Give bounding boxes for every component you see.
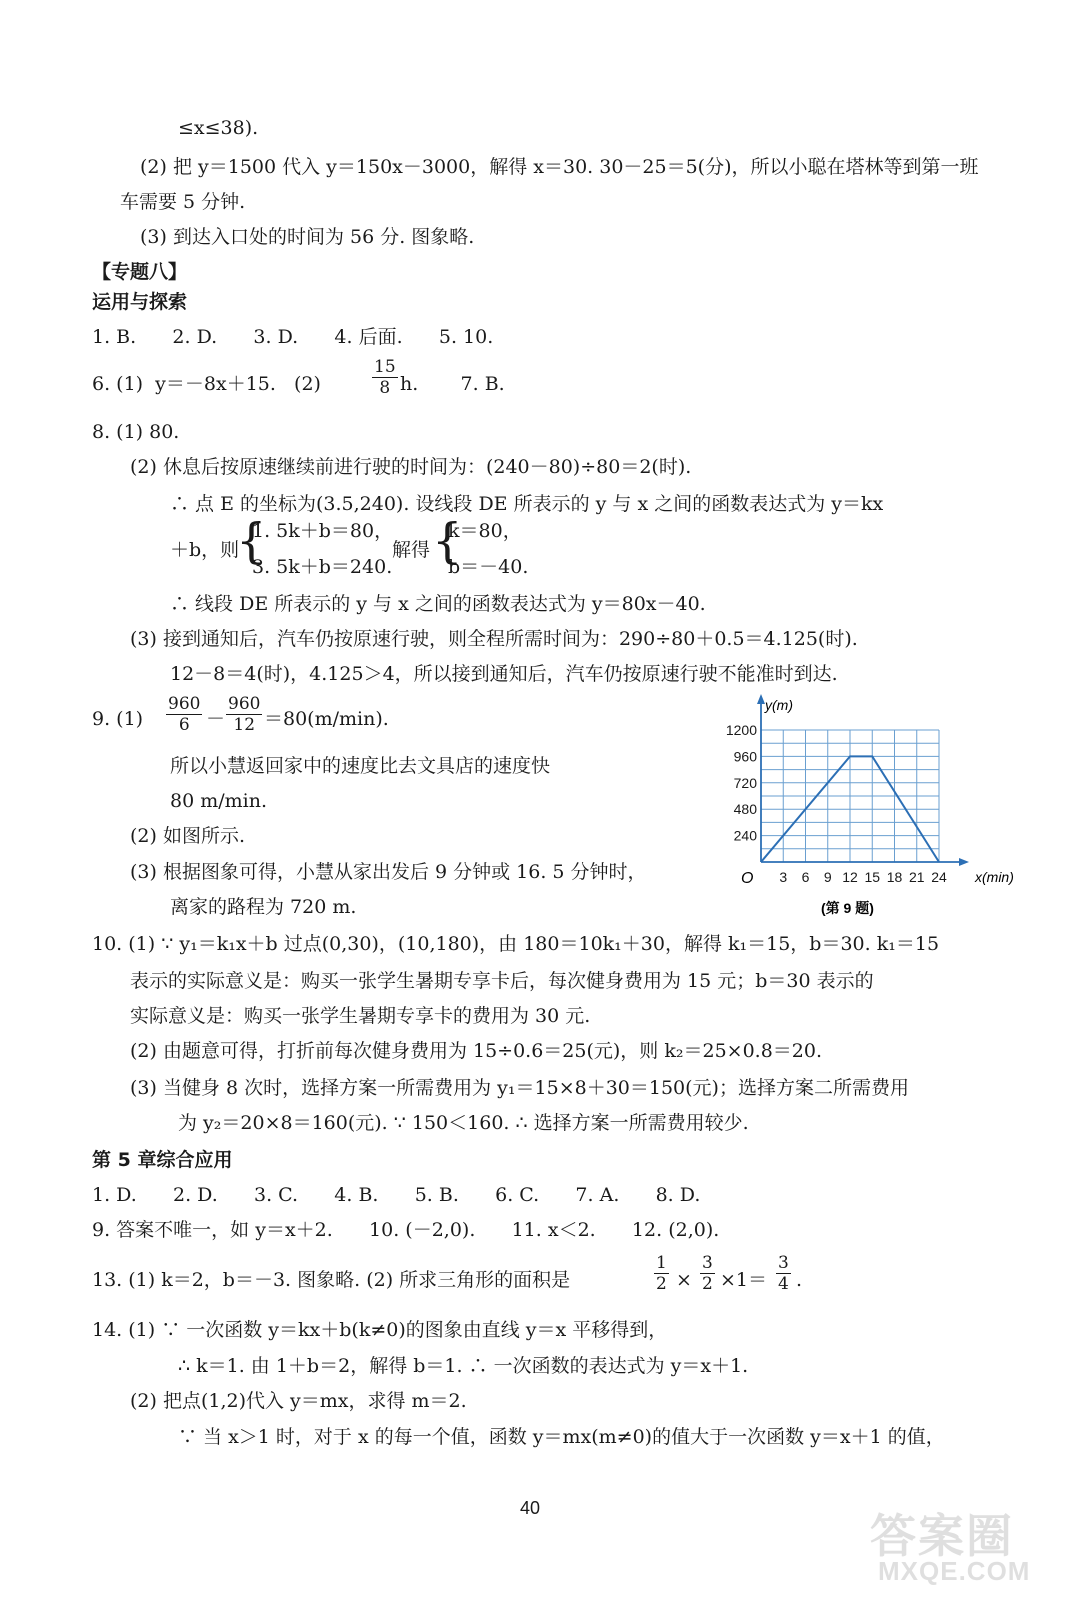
- answer-row: h. 7. B.: [400, 373, 505, 395]
- y-tick-label: 960: [733, 748, 757, 765]
- watermark-logo: [870, 1500, 1050, 1590]
- answer-row: 1. D. 2. D. 3. C. 4. B. 5. B. 6. C. 7. A. 8. D.: [92, 1184, 701, 1206]
- section-heading: 第 5 章综合应用: [92, 1149, 233, 1171]
- text-line: (2) 休息后按原速继续前进行驶的时间为：(240－80)÷80＝2(时).: [130, 456, 692, 478]
- text-line: 所以小慧返回家中的速度比去文具店的速度快: [170, 755, 551, 777]
- text-line: ∴ k＝1. 由 1＋b＝2，解得 b＝1. ∴ 一次函数的表达式为 y＝x＋1.: [178, 1355, 749, 1377]
- text-line: 表示的实际意义是：购买一张学生暑期专享卡后，每次健身费用为 15 元；b＝30 表示的: [130, 970, 874, 992]
- text-line: (3) 到达入口处的时间为 56 分. 图象略.: [140, 226, 475, 248]
- fraction: [372, 357, 398, 398]
- x-tick-label: 24: [931, 869, 947, 885]
- fraction-denominator: 8: [379, 378, 391, 398]
- x-tick-label: 3: [779, 869, 788, 885]
- y-tick-label: 480: [733, 801, 757, 818]
- fraction: [166, 694, 202, 735]
- period: .: [796, 1269, 803, 1291]
- fraction: [226, 694, 262, 735]
- x-tick-label: 12: [842, 869, 858, 885]
- grid: [761, 730, 939, 862]
- y-tick-label: 240: [733, 827, 757, 844]
- minus-sign: －: [206, 708, 226, 730]
- text-line: ∴ 点 E 的坐标为(3.5,240). 设线段 DE 所表示的 y 与 x 之间的函数表达式为 y＝kx: [170, 493, 884, 515]
- subsection-heading: 运用与探索: [92, 291, 188, 313]
- equation: b＝－40.: [448, 556, 529, 578]
- fraction-numerator: 3: [778, 1253, 789, 1273]
- page-number: 40: [520, 1498, 541, 1518]
- text-line: (3) 当健身 8 次时，选择方案一所需费用为 y₁＝15×8＋30＝150(元)；选择方案二所需费用: [130, 1077, 909, 1099]
- watermark-text: 答案圈: [870, 1509, 1014, 1563]
- watermark-url: MXQE.COM: [878, 1556, 1031, 1586]
- text-line: ∴ 线段 DE 所表示的 y 与 x 之间的函数表达式为 y＝80x－40.: [170, 593, 706, 615]
- x-tick-label: 21: [908, 869, 925, 885]
- fraction-numerator: 3: [702, 1253, 713, 1273]
- x-tick-label: 18: [886, 869, 903, 885]
- text-line: 离家的路程为 720 m.: [170, 896, 357, 918]
- text-line: (2) 把点(1,2)代入 y＝mx，求得 m＝2.: [130, 1390, 467, 1412]
- x-tick-label: 9: [823, 869, 832, 885]
- fraction: [776, 1253, 791, 1294]
- tick-labels: [726, 722, 947, 885]
- operator: ×: [676, 1269, 692, 1291]
- fraction-numerator: 1: [656, 1253, 667, 1273]
- x-tick-label: 6: [801, 869, 810, 885]
- text-line: (2) 把 y＝1500 代入 y＝150x－3000，解得 x＝30. 30－25＝5(分)，所以小聪在塔林等到第一班: [140, 156, 979, 178]
- fraction: [654, 1253, 669, 1294]
- fraction-numerator: 960: [228, 694, 261, 714]
- text-line: (3) 接到通知后，汽车仍按原速行驶，则全程所需时间为：290÷80＋0.5＝4.125(时).: [130, 628, 858, 650]
- text-line: 14. (1) ∵ 一次函数 y＝kx＋b(k≠0)的图象由直线 y＝x 平移得到，: [92, 1319, 668, 1341]
- y-axis-arrow-icon: [757, 694, 765, 704]
- answer-row: 6. (1) y＝－8x＋15. (2): [92, 373, 321, 395]
- fraction-numerator: 15: [374, 357, 396, 377]
- text-line: ∵ 当 x＞1 时，对于 x 的每一个值，函数 y＝mx(m≠0)的值大于一次函数 y＝x＋1 的值，: [178, 1426, 945, 1448]
- y-axis-label: y(m): [765, 697, 793, 713]
- operator: ×1＝: [720, 1269, 768, 1291]
- text-line: 实际意义是：购买一张学生暑期专享卡的费用为 30 元.: [130, 1005, 591, 1027]
- origin-label: O: [741, 870, 754, 887]
- fraction: [700, 1253, 715, 1294]
- x-tick-label: 15: [864, 869, 881, 885]
- text-line: (2) 如图所示.: [130, 825, 245, 847]
- text-line: (2) 由题意可得，打折前每次健身费用为 15÷0.6＝25(元)，则 k₂＝25×0.8＝20.: [130, 1040, 823, 1062]
- section-heading: 【专题八】: [92, 261, 188, 283]
- x-axis-label: x(min): [975, 869, 1014, 885]
- brace-icon: {: [432, 513, 463, 569]
- figure-caption: (第 9 题): [821, 900, 874, 916]
- answer-row: 9. 答案不唯一，如 y＝x＋2. 10. (－2,0). 11. x＜2. 12. (2,0).: [92, 1219, 720, 1241]
- fraction-denominator: 4: [778, 1274, 789, 1294]
- brace-icon: {: [236, 513, 267, 569]
- text-line: (3) 根据图象可得，小慧从家出发后 9 分钟或 16. 5 分钟时，: [130, 861, 647, 883]
- equation: k＝80，: [448, 520, 522, 542]
- text-line: 解得: [392, 539, 431, 561]
- y-tick-label: 720: [733, 774, 757, 791]
- answer-row: 1. B. 2. D. 3. D. 4. 后面. 5. 10.: [92, 326, 494, 348]
- text-line: ≤x≤38).: [178, 117, 259, 139]
- text-line: 12－8＝4(时)，4.125＞4，所以接到通知后，汽车仍按原速行驶不能准时到达.: [170, 663, 838, 685]
- text-line: ＝80(m/min).: [264, 708, 389, 730]
- fraction-denominator: 6: [178, 715, 190, 735]
- fraction-numerator: 960: [168, 694, 201, 714]
- text-line: 10. (1) ∵ y₁＝k₁x＋b 过点(0,30)，(10,180)，由 180＝10k₁＋30，解得 k₁＝15，b＝30. k₁＝15: [92, 933, 940, 955]
- text-line: 车需要 5 分钟.: [120, 191, 246, 213]
- text-line: 80 m/min.: [170, 790, 268, 812]
- text-line: 9. (1): [92, 708, 144, 730]
- equation: 1. 5k＋b＝80，: [252, 520, 394, 542]
- text-line: 13. (1) k＝2，b＝－3. 图象略. (2) 所求三角形的面积是: [92, 1269, 571, 1291]
- y-tick-label: 1200: [725, 722, 757, 738]
- fraction-denominator: 2: [656, 1274, 667, 1294]
- text-line: 为 y₂＝20×8＝160(元). ∵ 150＜160. ∴ 选择方案一所需费用较少.: [178, 1112, 749, 1134]
- axes: [757, 694, 969, 866]
- equation: 3. 5k＋b＝240.: [252, 556, 393, 578]
- distance-time-graph: [725, 690, 1025, 920]
- x-axis-arrow-icon: [959, 858, 969, 866]
- text-line: ＋b，则: [170, 539, 240, 561]
- fraction-denominator: 2: [702, 1274, 713, 1294]
- text-line: 8. (1) 80.: [92, 421, 180, 443]
- fraction-denominator: 12: [233, 715, 256, 735]
